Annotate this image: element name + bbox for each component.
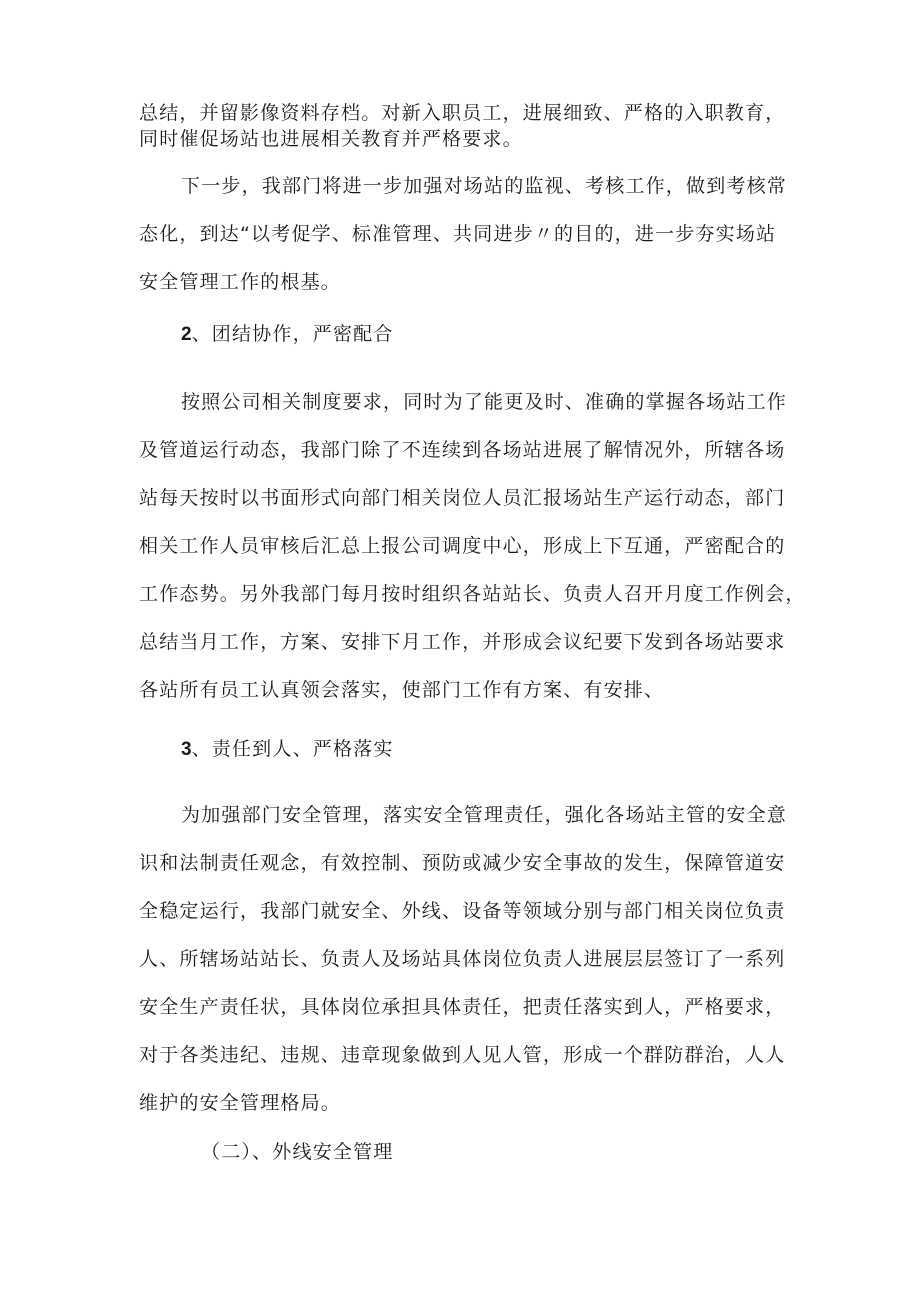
- paragraph-line: 工作态势。另外我部门每月按时组织各站站长、负责人召开月度工作例会，: [139, 583, 806, 605]
- paragraph-line: 各站所有员工认真领会落实，使部门工作有方案、有安排、: [139, 679, 665, 701]
- paragraph-line: 为加强部门安全管理，落实安全管理责任，强化各场站主管的安全意: [181, 804, 788, 826]
- paragraph-line: 安全管理工作的根基。: [139, 271, 342, 293]
- paragraph-line: 下一步，我部门将进一步加强对场站的监视、考核工作，做到考核常: [181, 175, 788, 197]
- paragraph-line: 总结，并留影像资料存档。对新入职员工，进展细致、严格的入职教育，: [139, 102, 786, 124]
- heading-number: 2: [181, 324, 192, 345]
- paragraph-line: 按照公司相关制度要求，同时为了能更及时、准确的掌握各场站工作: [181, 391, 788, 413]
- paragraph-line: 总结当月工作，方案、安排下月工作，并形成会议纪要下发到各场站要求: [139, 631, 786, 653]
- paragraph-line: 识和法制责任观念，有效控制、预防或减少安全事故的发生，保障管道安: [139, 852, 786, 874]
- heading-number: 3: [181, 739, 192, 760]
- heading-text: 、团结协作，严密配合: [191, 323, 394, 345]
- paragraph-line: 及管道运行动态，我部门除了不连续到各场站进展了解情况外，所辖各场: [139, 439, 786, 461]
- paragraph-line: 全稳定运行，我部门就安全、外线、设备等领域分别与部门相关岗位负责: [139, 900, 786, 922]
- section-heading-2: [181, 322, 394, 347]
- paragraph-line: 同时催促场站也进展相关教育并严格要求。: [139, 128, 523, 150]
- section-heading-3: [181, 737, 394, 762]
- paragraph-line: 人、所辖场站站长、负责人及场站具体岗位负责人进展层层签订了一系列: [139, 948, 786, 970]
- paragraph-line: 安全生产责任状，具体岗位承担具体责任，把责任落实到人，严格要求，: [139, 996, 786, 1018]
- section-title: （二）、外线安全管理: [201, 1141, 394, 1163]
- paragraph-line: 站每天按时以书面形式向部门相关岗位人员汇报场站生产运行动态，部门: [139, 487, 786, 509]
- paragraph-line: 相关工作人员审核后汇总上报公司调度中心，形成上下互通，严密配合的: [139, 535, 786, 557]
- paragraph-line: 态化，到达“以考促学、标准管理、共同进步〃的目的，进一步夯实场站: [139, 223, 777, 245]
- paragraph-line: 维护的安全管理格局。: [139, 1092, 342, 1114]
- heading-text: 、责任到人、严格落实: [191, 738, 394, 760]
- paragraph-line: 对于各类违纪、违规、违章现象做到人见人管，形成一个群防群治，人人: [139, 1044, 786, 1066]
